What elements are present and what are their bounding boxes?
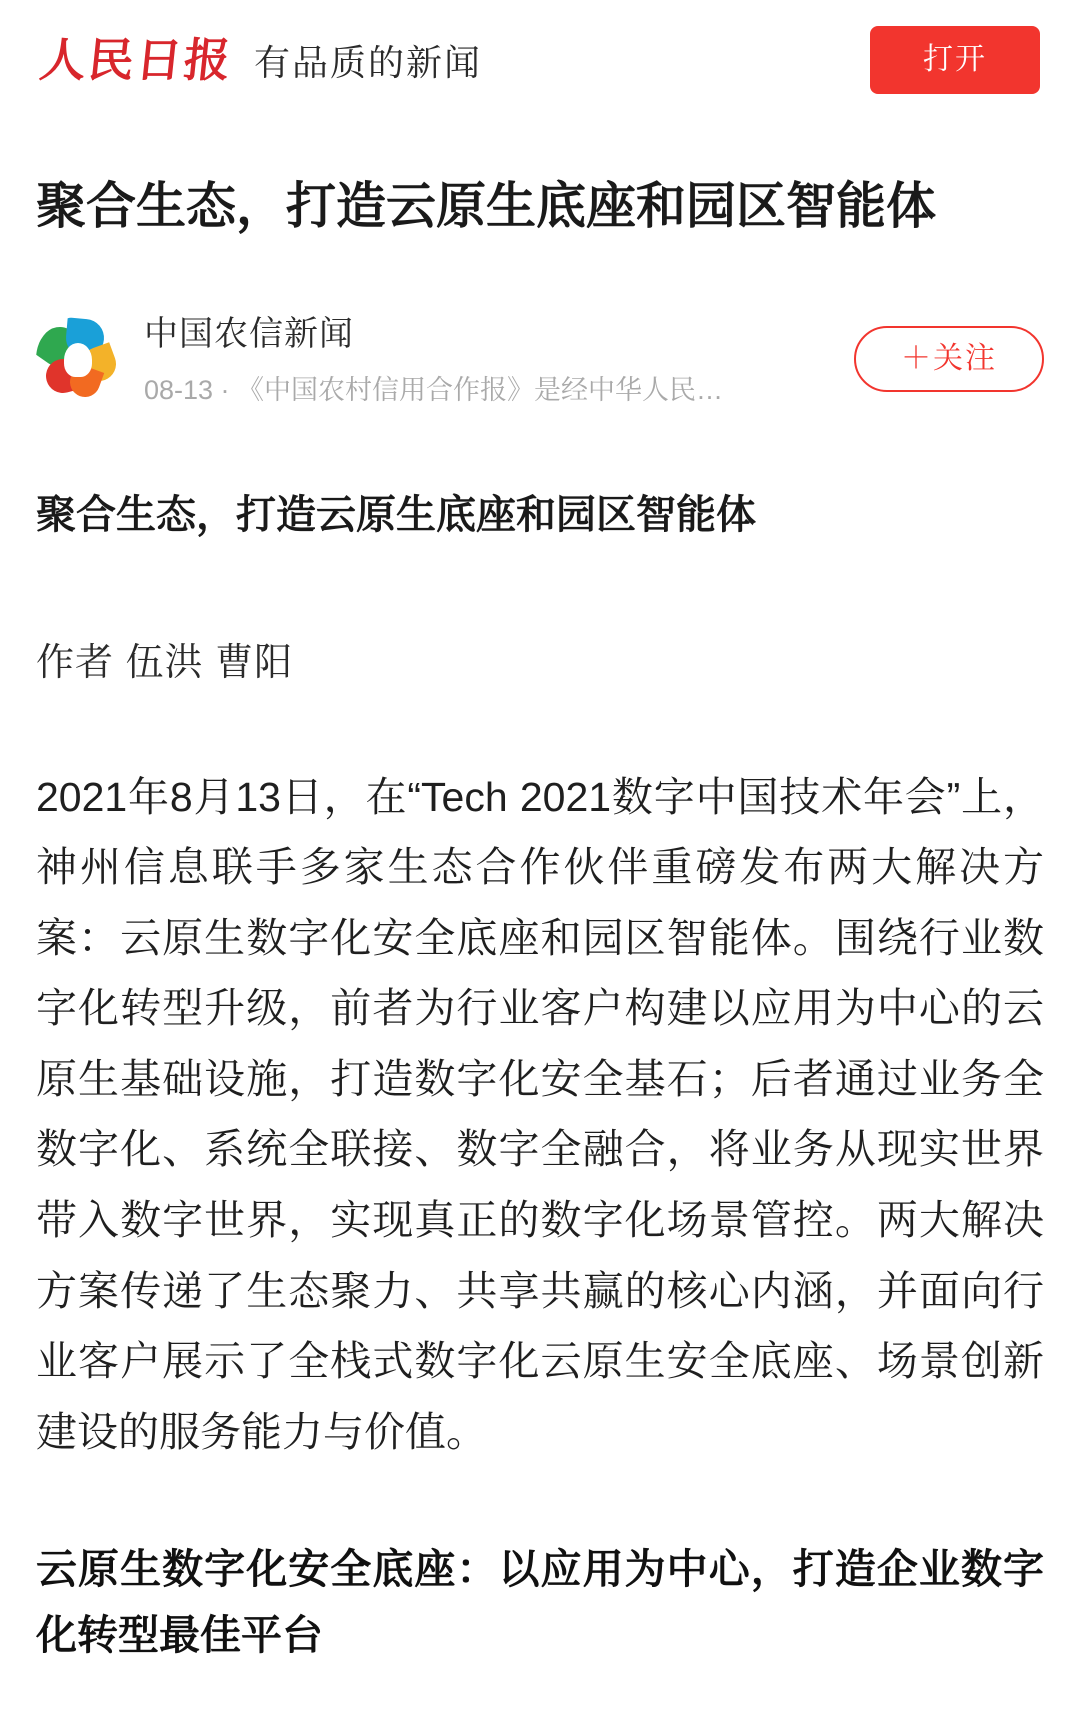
avatar-center bbox=[64, 343, 92, 377]
source-name[interactable]: 中国农信新闻 bbox=[144, 315, 354, 353]
open-app-button[interactable]: 打开 bbox=[870, 26, 1040, 94]
article-byline: 作者 伍洪 曹阳 bbox=[36, 641, 294, 684]
page-title: 聚合生态，打造云原生底座和园区智能体 bbox=[36, 177, 936, 234]
top-bar bbox=[0, 0, 1080, 114]
source-info bbox=[144, 312, 854, 407]
article-subheading: 云原生数字化安全底座：以应用为中心，打造企业数字化转型最佳平台 bbox=[36, 1546, 1044, 1658]
article-paragraph: 2021年8月13日，在“Tech 2021数字中国技术年会”上，神州信息联手多家生态合作伙伴重磅发布两大解决方案：云原生数字化安全底座和园区智能体。围绕行业数字化转型升级，前者为行业客户构建以应用为中心的云原生基础设施，打造数字化安全基石；后者通过业务全数字化、系统全联接、数字全融合，将业务从现实世界带入数字世界，实现真正的数字化场景管控。两大解决方案传递了生态聚力、共享共赢的核心内涵，并面向行业客户展示了全栈式数字化云原生安全底座、场景创新建设的服务能力与价值。 bbox=[36, 773, 1044, 1455]
article-body bbox=[0, 429, 1080, 1728]
peoples-daily-logo: 人民日报 bbox=[37, 33, 235, 87]
source-row[interactable] bbox=[0, 282, 1080, 429]
avatar[interactable] bbox=[36, 317, 120, 401]
article-title: 聚合生态，打造云原生底座和园区智能体 bbox=[36, 492, 756, 537]
follow-button[interactable]: ＋关注 bbox=[854, 326, 1044, 392]
source-meta: 08-13 · 《中国农村信用合作报》是经中华人民… bbox=[144, 374, 724, 405]
brand-slogan: 有品质的新闻 bbox=[254, 41, 483, 83]
